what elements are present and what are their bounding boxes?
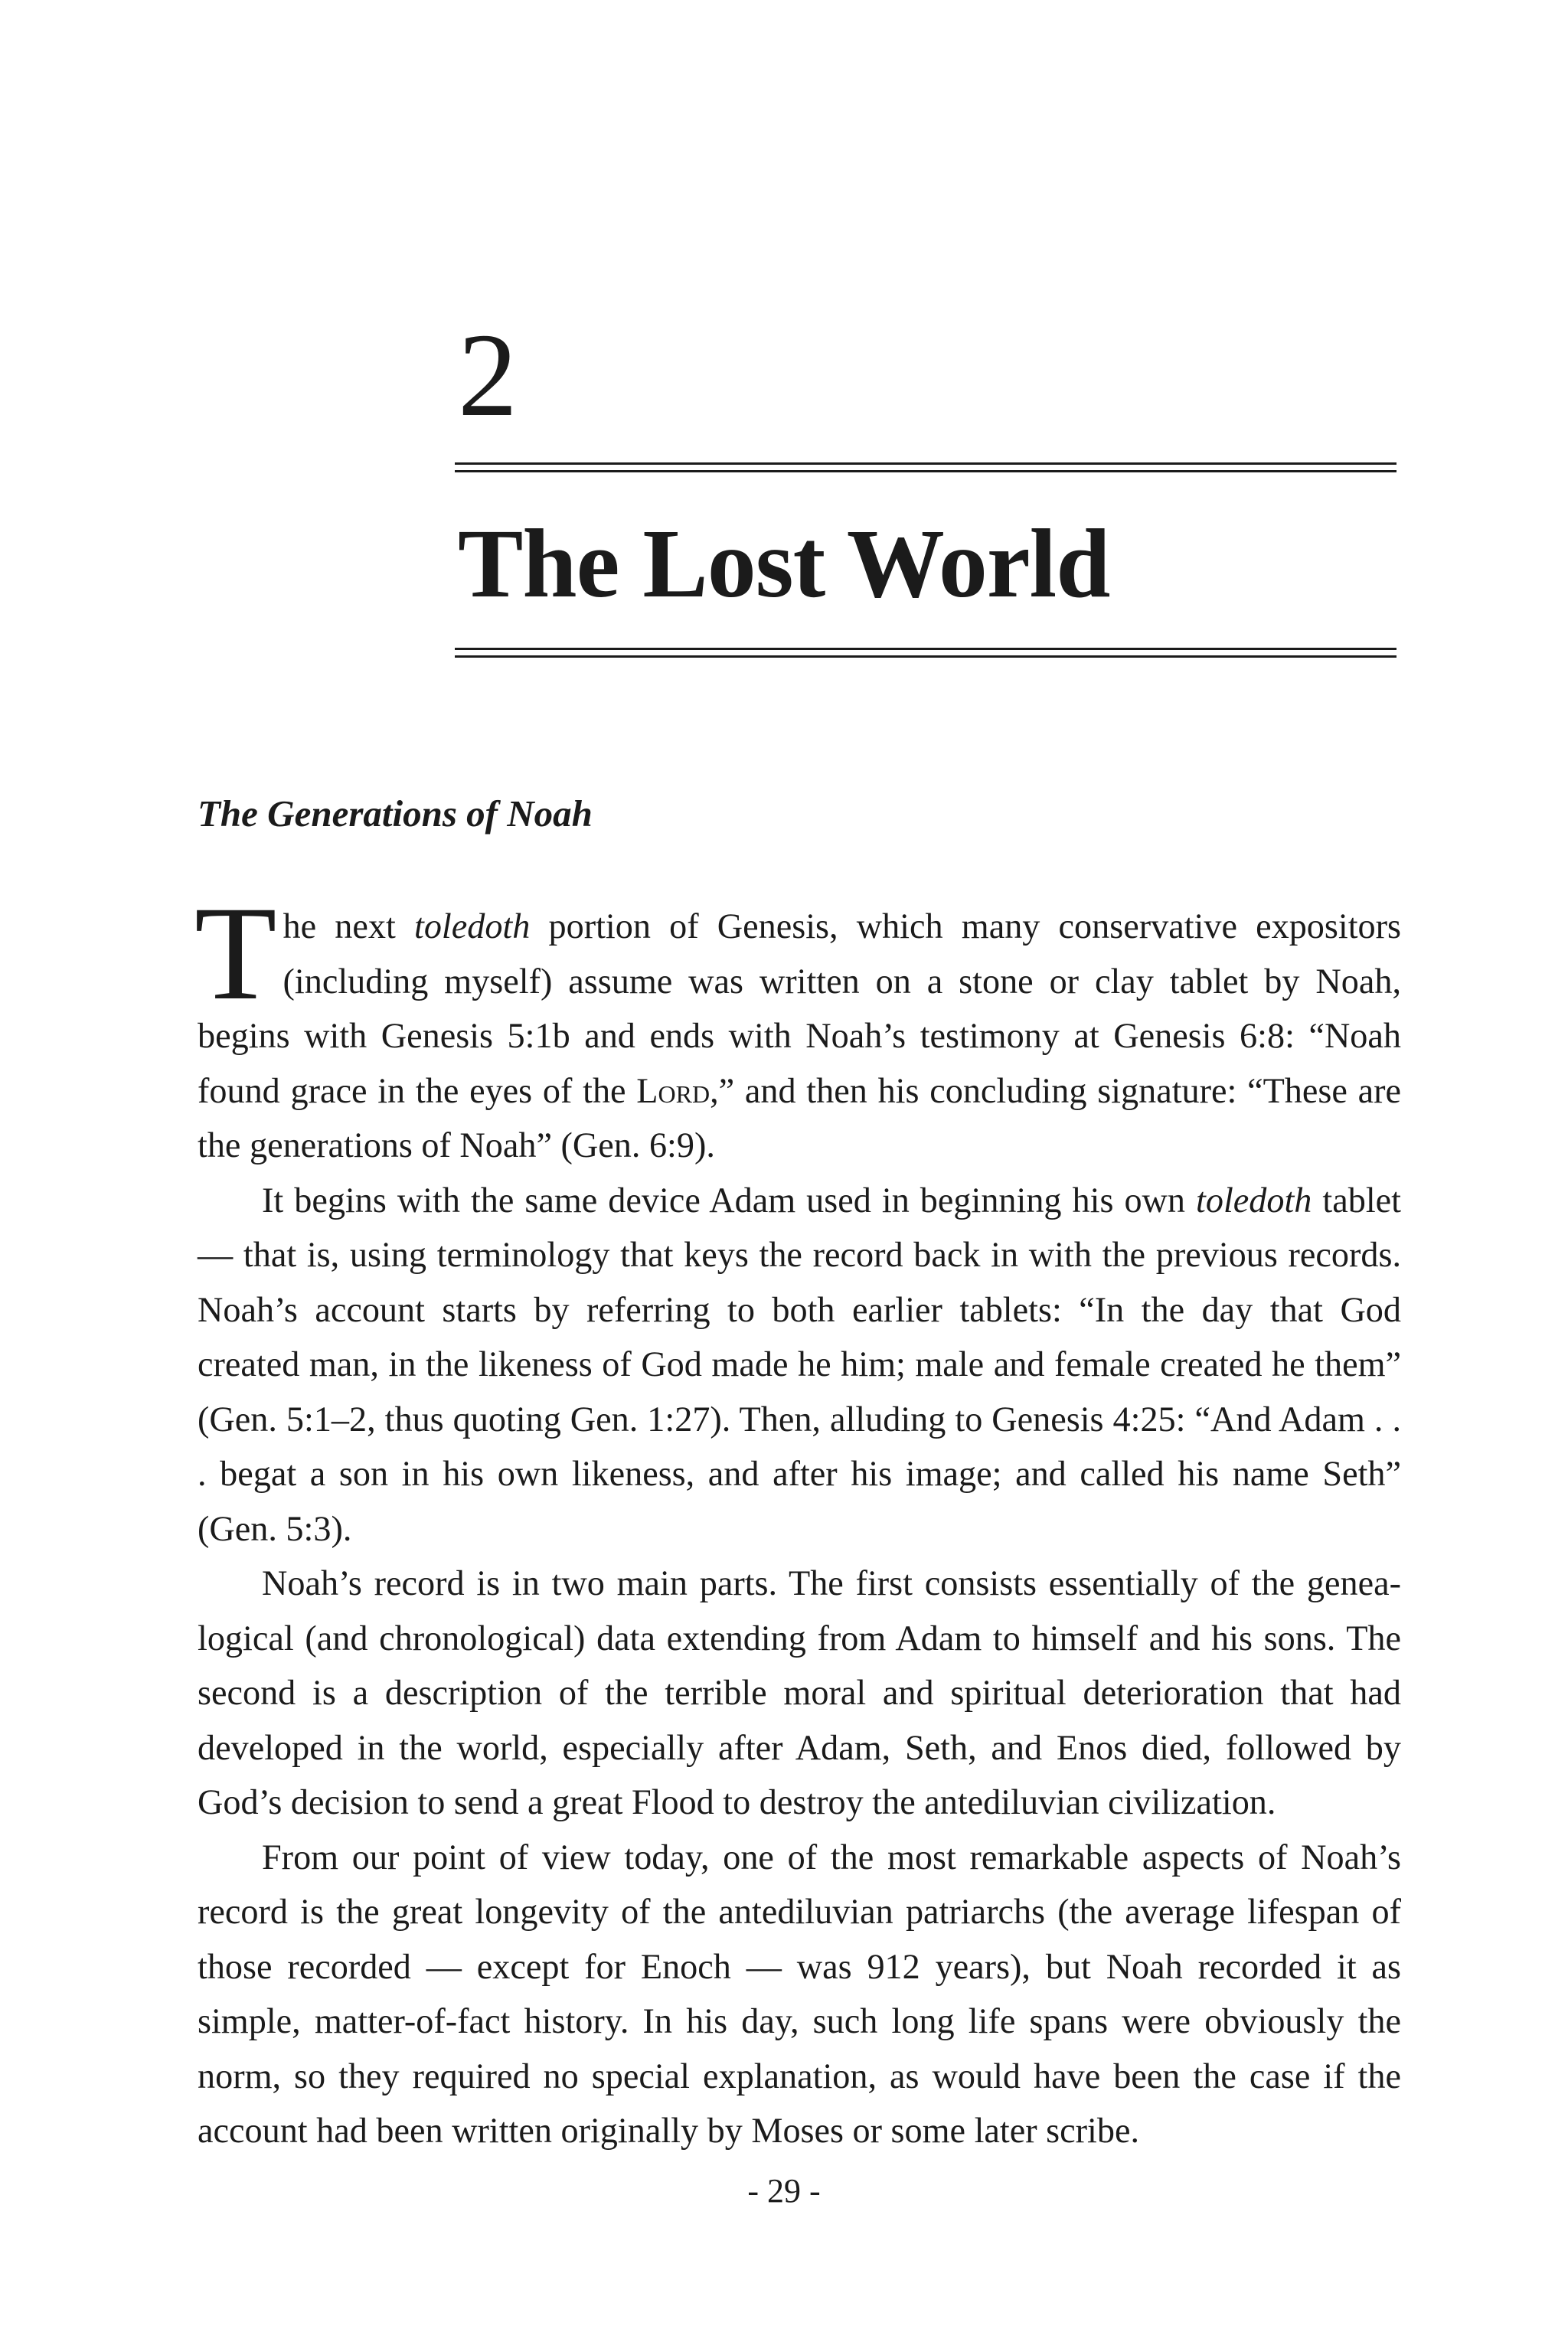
paragraph-3: Noah’s record is in two main parts. The first consists essentially of the genealogical (and chronological) data extending from Adam to himself and his sons. The second is a description of the terrible moral and spiritual deterioration that had developed in the world, especially after Adam, Seth, and Enos died, followed by God’s decision to send a great Flood to destroy the antediluvian civilization.	[198, 1563, 1401, 1821]
rule-line	[455, 648, 1396, 650]
body-text	[194, 879, 1401, 2158]
drop-cap: T	[194, 879, 277, 1028]
rule-line	[455, 470, 1396, 472]
chapter-number: 2	[458, 309, 518, 441]
title-rule-top	[455, 462, 1396, 473]
section-heading: The Generations of Noah	[198, 792, 593, 835]
paragraph-2	[198, 1173, 1401, 1557]
rule-line	[455, 462, 1396, 465]
page-number: - 29 -	[747, 2172, 821, 2210]
title-rule-bottom	[455, 648, 1396, 658]
chapter-title: The Lost World	[458, 509, 1110, 618]
text-run: It begins with the same device Adam used in beginning his own	[262, 1180, 1197, 1220]
italic-term: toledoth	[413, 906, 531, 946]
text-run: tablet — that is, using terminology that keys the record back in with the previous records. Noah’s account starts by referring to both earlier tablets: “In the day that God created man, in the likeness of God made he him; male and female created he them” (Gen. 5:1–2, thus quoting Gen. 1:27). Then, alluding to Genesis 4:25: “And Adam . . . begat a son in his own likeness, and after his image; and called his name Seth” (Gen. 5:3).	[198, 1180, 1401, 1548]
small-caps-lord: Lord	[636, 1070, 710, 1110]
text-run: he next	[283, 906, 414, 946]
paragraph-4: From our point of view today, one of the most remarkable aspects of Noah’s record is the great longevity of the antediluvian patriarchs (the average lifespan of those recorded — except for Enoch — was 912 years), but Noah recorded it as simple, matter-of-fact history. In his day, such long life spans were obviously the norm, so they required no special explanation, as would have been the case if the account had been written originally by Moses or some later scribe.	[198, 1837, 1401, 2150]
text-run: ,” and then his concluding signature: “These are the generations of Noah” (Gen. 6:9).	[198, 1070, 1401, 1165]
rule-line	[455, 655, 1396, 658]
paragraph-1	[194, 879, 1401, 1173]
text-run: portion of Genesis, which many conservative expositors (including myself) assume was written on a stone or clay tablet by Noah, begins with Genesis 5:1b and ends with Noah’s testimony at Genesis 6:8: “Noah found grace in the eyes of the	[198, 906, 1401, 1110]
italic-term: toledoth	[1196, 1180, 1312, 1220]
